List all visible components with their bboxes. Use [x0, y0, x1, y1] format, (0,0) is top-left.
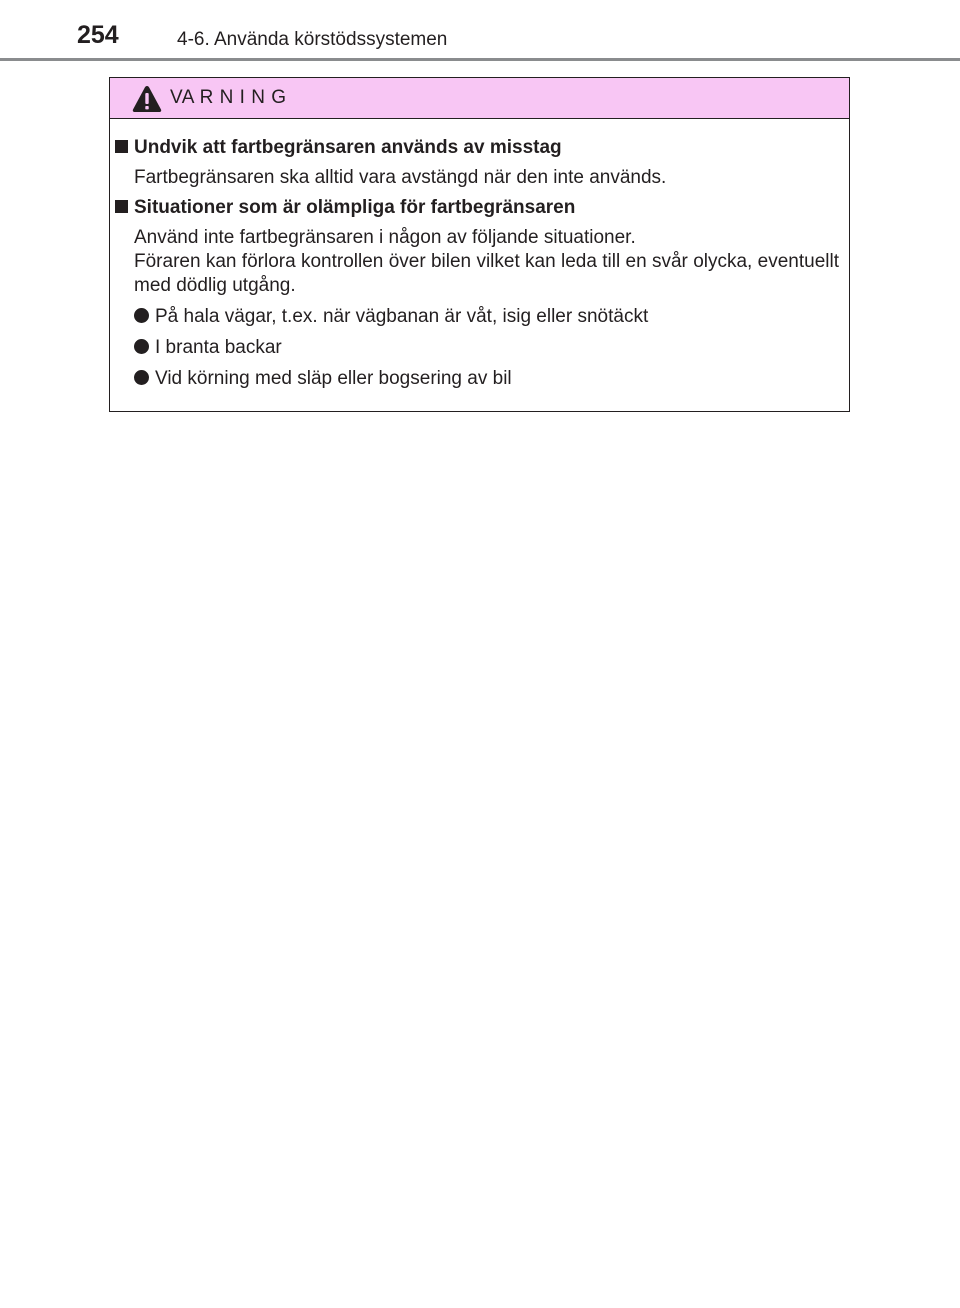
warning-box: [109, 77, 850, 412]
section-heading-text: Undvik att fartbegränsaren används av misstag: [134, 137, 562, 158]
warning-title: VA R N I N G: [170, 87, 287, 108]
round-bullet-icon: [134, 339, 149, 354]
section-heading: [115, 196, 575, 220]
list-item-text: I branta backar: [155, 337, 282, 358]
page-header: [0, 0, 960, 62]
round-bullet-icon: [134, 370, 149, 385]
section-heading: [115, 136, 562, 160]
section-paragraph: Fartbegränsaren ska alltid vara avstängd när den inte används.: [134, 167, 667, 188]
list-item: [134, 367, 512, 391]
list-item-text: På hala vägar, t.ex. när vägbanan är våt, isig eller snötäckt: [155, 306, 649, 327]
warning-triangle-icon: [132, 85, 162, 113]
square-bullet-icon: [115, 140, 128, 153]
section-heading-text: Situationer som är olämpliga för fartbegränsaren: [134, 197, 576, 218]
list-item: [134, 336, 282, 360]
section-paragraph: Föraren kan förlora kontrollen över bilen vilket kan leda till en svår olycka, eventuellt med dödlig utgång.: [134, 251, 839, 296]
square-bullet-icon: [115, 200, 128, 213]
round-bullet-icon: [134, 308, 149, 323]
list-item-text: Vid körning med släp eller bogsering av bil: [155, 368, 512, 389]
warning-header: [110, 78, 849, 119]
section-title: 4-6. Använda körstödssystemen: [177, 29, 448, 50]
section-paragraph: Använd inte fartbegränsaren i någon av följande situationer.: [134, 227, 636, 248]
page-number: 254: [77, 21, 119, 49]
list-item: [134, 305, 648, 329]
header-divider: [0, 58, 960, 61]
